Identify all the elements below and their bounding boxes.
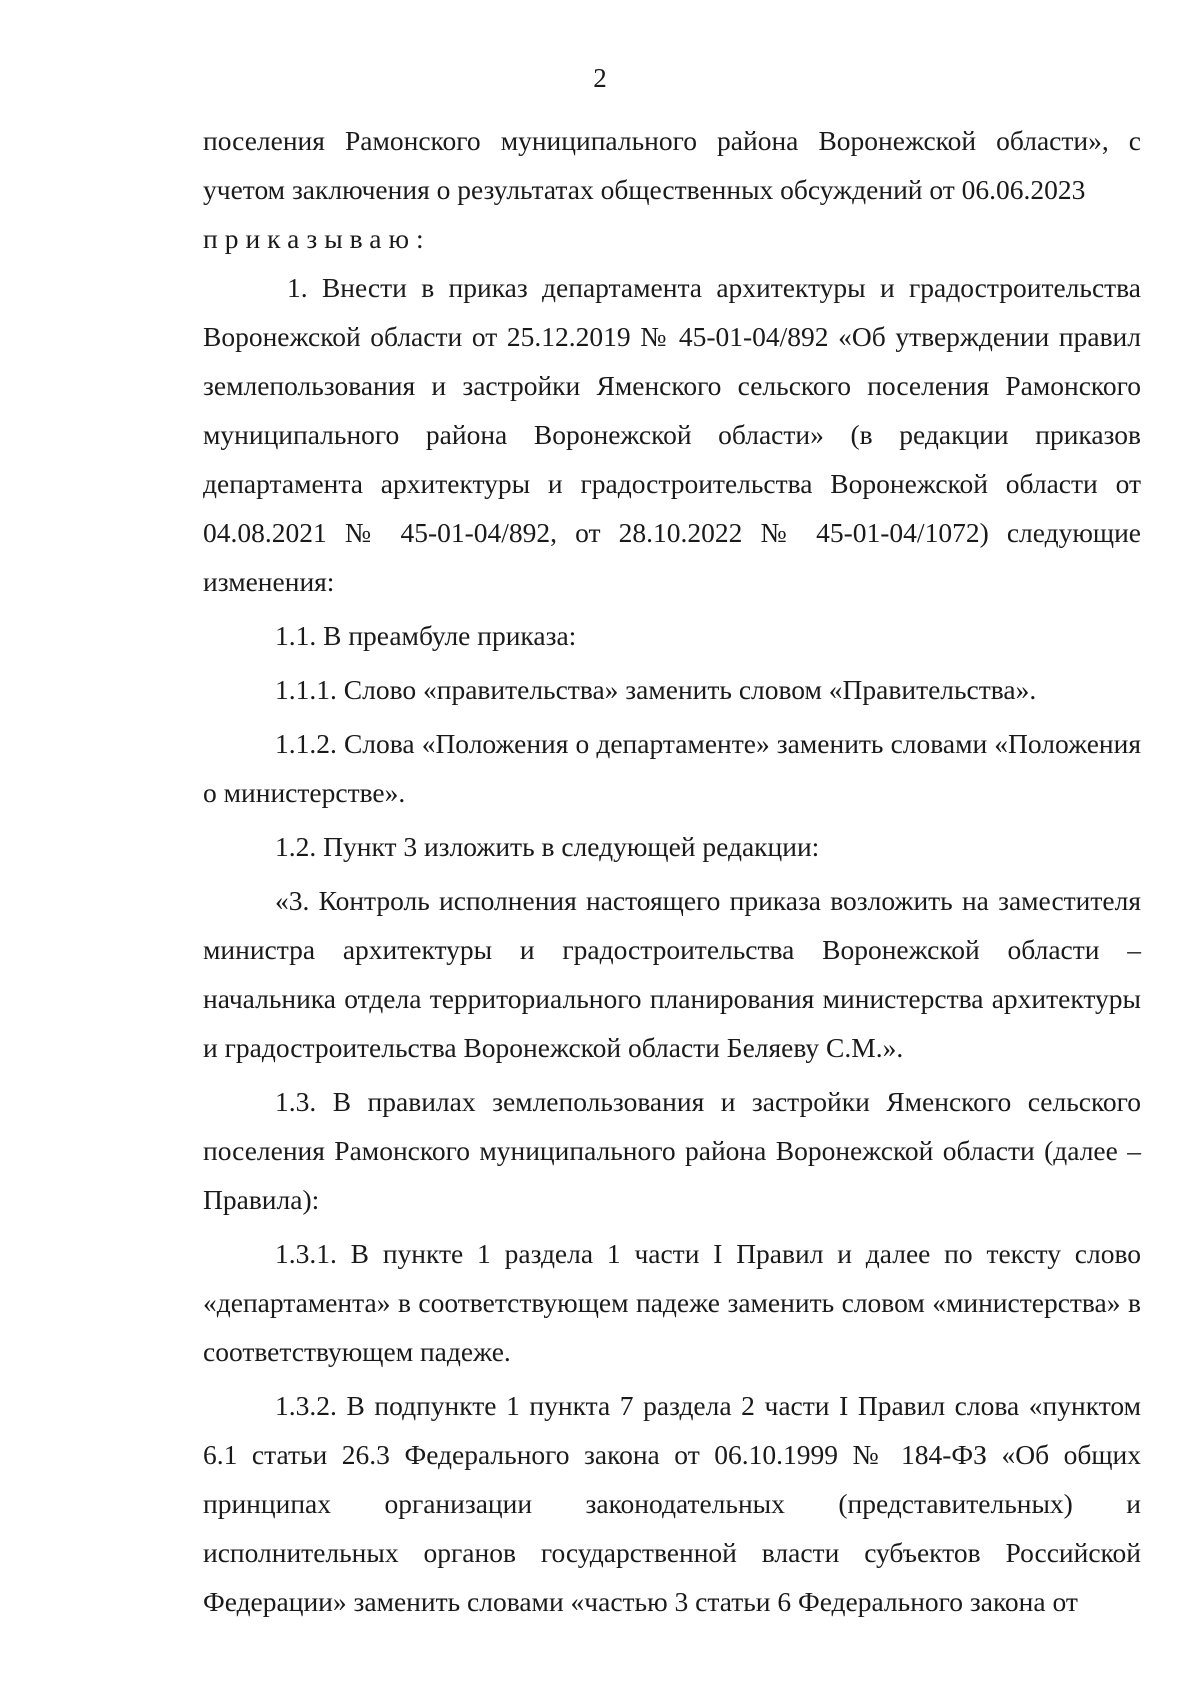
paragraph-item-1-1: 1.1. В преамбуле приказа: [275, 620, 577, 651]
paragraph-item-1-3-2: 1.3.2. В подпункте 1 пункта 7 раздела 2 части I Правил слова «пунктом 6.1 статьи 26.3 Федерального закона от 06.10.1999 № 184-ФЗ «Об общих принципах организации законодательных (представительных) и исполнительных органов государственной власти субъектов Российской Федерации» заменить словами «частью 3 статьи 6 Федерального закона от [203, 1390, 1141, 1617]
paragraph-order-word: приказываю: [203, 223, 431, 254]
paragraph-item-1-2-text: «3. Контроль исполнения настоящего приказа возложить на заместителя министра архитектуры и градостроительства Воронежской области – начальника отдела территориального планирования министерства архитектуры и градостроительства Воронежской области Беляеву С.М.». [203, 885, 1141, 1063]
page-number: 2 [593, 63, 607, 93]
document-body [203, 116, 1141, 1626]
paragraph-item-1-3-1: 1.3.1. В пункте 1 раздела 1 части I Правил и далее по тексту слово «департамента» в соответствующем падеже заменить словом «министерства» в соответствующем падеже. [203, 1238, 1141, 1367]
paragraph-preamble-end: поселения Рамонского муниципального района Воронежской области», с учетом заключения о результатах общественных обсуждений от 06.06.2023 [203, 125, 1141, 205]
paragraph-item-1-3: 1.3. В правилах землепользования и застройки Яменского сельского поселения Рамонского муниципального района Воронежской области (далее – Правила): [203, 1086, 1141, 1215]
paragraph-item-1-1-2: 1.1.2. Слова «Положения о департаменте» заменить словами «Положения о министерстве». [203, 728, 1141, 808]
paragraph-item-1-2: 1.2. Пункт 3 изложить в следующей редакции: [275, 831, 820, 862]
paragraph-item-1: 1. Внести в приказ департамента архитектуры и градостроительства Воронежской области от 25.12.2019 № 45-01-04/892 «Об утверждении правил землепользования и застройки Яменского сельского поселения Рамонского муниципального района Воронежской области» (в редакции приказов департамента архитектуры и градостроительства Воронежской области от 04.08.2021 № 45-01-04/892, от 28.10.2022 № 45-01-04/1072) следующие изменения: [203, 272, 1141, 597]
paragraph-item-1-1-1: 1.1.1. Слово «правительства» заменить словом «Правительства». [275, 674, 1037, 705]
